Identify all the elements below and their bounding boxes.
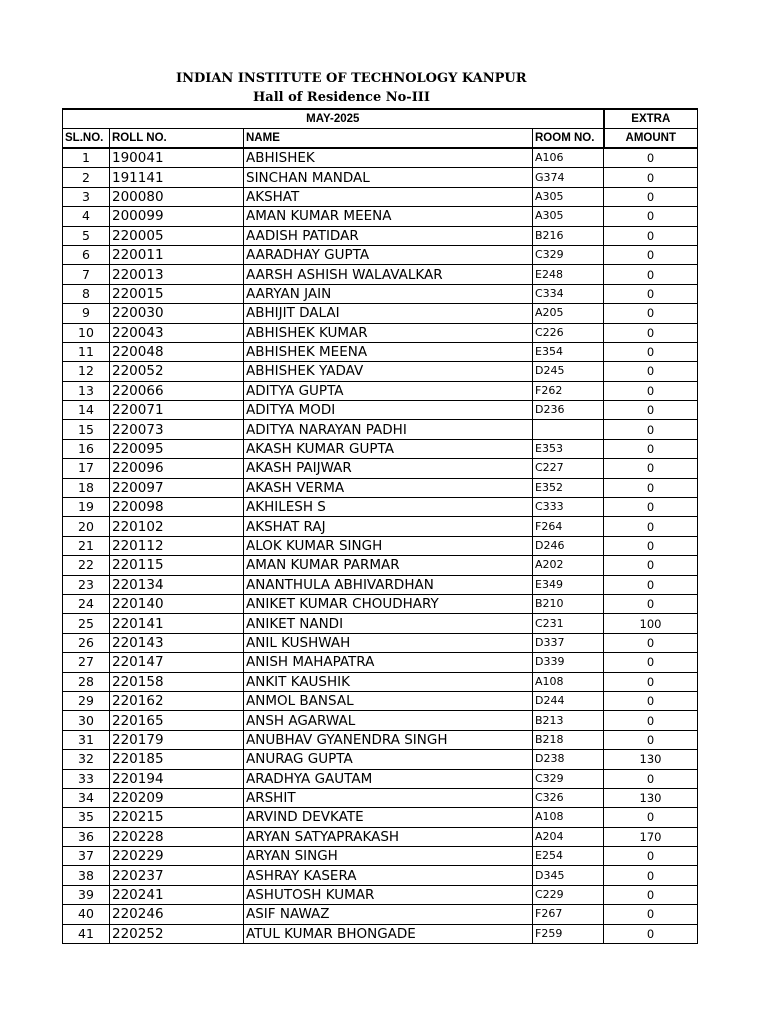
hall-name: Hall of Residence No-III bbox=[253, 90, 430, 105]
amount-cell: 0 bbox=[604, 226, 698, 245]
sl-no-cell: 36 bbox=[63, 827, 110, 846]
sl-no-cell: 9 bbox=[63, 304, 110, 323]
table-row bbox=[63, 478, 698, 497]
room-no-cell: A108 bbox=[533, 672, 604, 691]
name-cell: ARSHIT bbox=[244, 788, 533, 807]
table-row bbox=[63, 575, 698, 594]
table-row bbox=[63, 517, 698, 536]
name-cell: AKSHAT bbox=[244, 187, 533, 206]
table-row bbox=[63, 827, 698, 846]
sl-no-cell: 1 bbox=[63, 148, 110, 168]
roll-no-cell: 220185 bbox=[110, 750, 244, 769]
roll-no-cell: 220015 bbox=[110, 284, 244, 303]
name-cell: AKASH VERMA bbox=[244, 478, 533, 497]
roll-no-cell: 220011 bbox=[110, 245, 244, 264]
name-cell: ARYAN SINGH bbox=[244, 847, 533, 866]
amount-cell: 100 bbox=[604, 614, 698, 633]
name-cell: ANMOL BANSAL bbox=[244, 691, 533, 710]
amount-cell: 0 bbox=[604, 245, 698, 264]
col-roll-no: ROLL NO. bbox=[110, 129, 244, 149]
name-cell: AKASH KUMAR GUPTA bbox=[244, 439, 533, 458]
table-row bbox=[63, 769, 698, 788]
roll-no-cell: 220071 bbox=[110, 401, 244, 420]
name-cell: ANSH AGARWAL bbox=[244, 711, 533, 730]
roll-no-cell: 200080 bbox=[110, 187, 244, 206]
col-amount: AMOUNT bbox=[604, 129, 698, 149]
amount-cell: 0 bbox=[604, 885, 698, 904]
room-no-cell: C226 bbox=[533, 323, 604, 342]
sl-no-cell: 16 bbox=[63, 439, 110, 458]
amount-cell: 0 bbox=[604, 653, 698, 672]
name-cell: AADISH PATIDAR bbox=[244, 226, 533, 245]
roll-no-cell: 220048 bbox=[110, 342, 244, 361]
table-row bbox=[63, 730, 698, 749]
name-cell: AARSH ASHISH WALAVALKAR bbox=[244, 265, 533, 284]
residents-table bbox=[62, 108, 698, 944]
room-no-cell: C333 bbox=[533, 498, 604, 517]
amount-cell: 130 bbox=[604, 788, 698, 807]
roll-no-cell: 220237 bbox=[110, 866, 244, 885]
roll-no-cell: 220162 bbox=[110, 691, 244, 710]
sl-no-cell: 13 bbox=[63, 381, 110, 400]
amount-cell: 0 bbox=[604, 691, 698, 710]
name-cell: ANANTHULA ABHIVARDHAN bbox=[244, 575, 533, 594]
name-cell: ATUL KUMAR BHONGADE bbox=[244, 924, 533, 943]
room-no-cell: D238 bbox=[533, 750, 604, 769]
roll-no-cell: 220097 bbox=[110, 478, 244, 497]
amount-cell: 0 bbox=[604, 187, 698, 206]
table-row bbox=[63, 381, 698, 400]
room-no-cell: B218 bbox=[533, 730, 604, 749]
amount-cell: 0 bbox=[604, 323, 698, 342]
amount-cell: 0 bbox=[604, 847, 698, 866]
roll-no-cell: 220052 bbox=[110, 362, 244, 381]
amount-cell: 0 bbox=[604, 265, 698, 284]
table-row bbox=[63, 226, 698, 245]
sl-no-cell: 4 bbox=[63, 207, 110, 226]
table-row bbox=[63, 245, 698, 264]
amount-cell: 0 bbox=[604, 284, 698, 303]
room-no-cell: A202 bbox=[533, 556, 604, 575]
roll-no-cell: 220229 bbox=[110, 847, 244, 866]
col-name: NAME bbox=[244, 129, 533, 149]
table-row bbox=[63, 866, 698, 885]
room-no-cell: G374 bbox=[533, 168, 604, 187]
name-cell: ANUBHAV GYANENDRA SINGH bbox=[244, 730, 533, 749]
sl-no-cell: 20 bbox=[63, 517, 110, 536]
table-row bbox=[63, 362, 698, 381]
sl-no-cell: 39 bbox=[63, 885, 110, 904]
name-cell: AKASH PAIJWAR bbox=[244, 459, 533, 478]
table-row bbox=[63, 556, 698, 575]
room-no-cell: F264 bbox=[533, 517, 604, 536]
room-no-cell: D339 bbox=[533, 653, 604, 672]
roll-no-cell: 220228 bbox=[110, 827, 244, 846]
roll-no-cell: 220112 bbox=[110, 536, 244, 555]
sl-no-cell: 11 bbox=[63, 342, 110, 361]
amount-cell: 0 bbox=[604, 517, 698, 536]
sl-no-cell: 37 bbox=[63, 847, 110, 866]
name-cell: ANURAG GUPTA bbox=[244, 750, 533, 769]
roll-no-cell: 220252 bbox=[110, 924, 244, 943]
roll-no-cell: 220066 bbox=[110, 381, 244, 400]
table-row bbox=[63, 342, 698, 361]
room-no-cell: C231 bbox=[533, 614, 604, 633]
roll-no-cell: 191141 bbox=[110, 168, 244, 187]
name-cell: ANIL KUSHWAH bbox=[244, 633, 533, 652]
sl-no-cell: 6 bbox=[63, 245, 110, 264]
amount-cell: 0 bbox=[604, 905, 698, 924]
table-row bbox=[63, 672, 698, 691]
roll-no-cell: 220179 bbox=[110, 730, 244, 749]
room-no-cell: A305 bbox=[533, 187, 604, 206]
table-row bbox=[63, 847, 698, 866]
sl-no-cell: 35 bbox=[63, 808, 110, 827]
sl-no-cell: 14 bbox=[63, 401, 110, 420]
room-no-cell: F259 bbox=[533, 924, 604, 943]
amount-cell: 0 bbox=[604, 556, 698, 575]
room-no-cell: B210 bbox=[533, 594, 604, 613]
amount-cell: 0 bbox=[604, 711, 698, 730]
room-no-cell: B213 bbox=[533, 711, 604, 730]
roll-no-cell: 220043 bbox=[110, 323, 244, 342]
sl-no-cell: 5 bbox=[63, 226, 110, 245]
name-cell: ARYAN SATYAPRAKASH bbox=[244, 827, 533, 846]
sl-no-cell: 34 bbox=[63, 788, 110, 807]
amount-cell: 0 bbox=[604, 439, 698, 458]
month-header-row bbox=[63, 109, 698, 129]
amount-cell: 0 bbox=[604, 381, 698, 400]
room-no-cell: C326 bbox=[533, 788, 604, 807]
room-no-cell: F267 bbox=[533, 905, 604, 924]
room-no-cell: C229 bbox=[533, 885, 604, 904]
room-no-cell: D236 bbox=[533, 401, 604, 420]
table-row bbox=[63, 788, 698, 807]
table-row bbox=[63, 808, 698, 827]
room-no-cell: A204 bbox=[533, 827, 604, 846]
room-no-cell: D337 bbox=[533, 633, 604, 652]
room-no-cell: A106 bbox=[533, 148, 604, 168]
room-no-cell: E254 bbox=[533, 847, 604, 866]
room-no-cell: D246 bbox=[533, 536, 604, 555]
sl-no-cell: 10 bbox=[63, 323, 110, 342]
roll-no-cell: 220215 bbox=[110, 808, 244, 827]
roll-no-cell: 200099 bbox=[110, 207, 244, 226]
roll-no-cell: 220095 bbox=[110, 439, 244, 458]
room-no-cell: C227 bbox=[533, 459, 604, 478]
roll-no-cell: 220143 bbox=[110, 633, 244, 652]
table-row bbox=[63, 885, 698, 904]
name-cell: ASIF NAWAZ bbox=[244, 905, 533, 924]
sl-no-cell: 24 bbox=[63, 594, 110, 613]
sl-no-cell: 2 bbox=[63, 168, 110, 187]
table-row bbox=[63, 905, 698, 924]
name-cell: ARADHYA GAUTAM bbox=[244, 769, 533, 788]
name-cell: ADITYA MODI bbox=[244, 401, 533, 420]
name-cell: ANIKET NANDI bbox=[244, 614, 533, 633]
amount-cell: 0 bbox=[604, 769, 698, 788]
table-row bbox=[63, 187, 698, 206]
sl-no-cell: 19 bbox=[63, 498, 110, 517]
room-no-cell: C329 bbox=[533, 245, 604, 264]
room-no-cell bbox=[533, 420, 604, 439]
amount-cell: 0 bbox=[604, 808, 698, 827]
name-cell: AMAN KUMAR PARMAR bbox=[244, 556, 533, 575]
col-room-no: ROOM NO. bbox=[533, 129, 604, 149]
room-no-cell: E349 bbox=[533, 575, 604, 594]
sl-no-cell: 17 bbox=[63, 459, 110, 478]
room-no-cell: E353 bbox=[533, 439, 604, 458]
amount-cell: 0 bbox=[604, 730, 698, 749]
name-cell: AARADHAY GUPTA bbox=[244, 245, 533, 264]
sl-no-cell: 15 bbox=[63, 420, 110, 439]
table-row bbox=[63, 168, 698, 187]
sl-no-cell: 27 bbox=[63, 653, 110, 672]
sl-no-cell: 32 bbox=[63, 750, 110, 769]
room-no-cell: E248 bbox=[533, 265, 604, 284]
extra-label: EXTRA bbox=[604, 109, 698, 129]
sl-no-cell: 26 bbox=[63, 633, 110, 652]
sl-no-cell: 12 bbox=[63, 362, 110, 381]
room-no-cell: A305 bbox=[533, 207, 604, 226]
name-cell: ABHIJIT DALAI bbox=[244, 304, 533, 323]
table-row bbox=[63, 439, 698, 458]
roll-no-cell: 220005 bbox=[110, 226, 244, 245]
sl-no-cell: 38 bbox=[63, 866, 110, 885]
table-row bbox=[63, 594, 698, 613]
room-no-cell: C329 bbox=[533, 769, 604, 788]
roll-no-cell: 220246 bbox=[110, 905, 244, 924]
room-no-cell: E352 bbox=[533, 478, 604, 497]
amount-cell: 0 bbox=[604, 633, 698, 652]
roll-no-cell: 220194 bbox=[110, 769, 244, 788]
name-cell: ADITYA GUPTA bbox=[244, 381, 533, 400]
table-row bbox=[63, 750, 698, 769]
name-cell: AKHILESH S bbox=[244, 498, 533, 517]
name-cell: ABHISHEK YADAV bbox=[244, 362, 533, 381]
roll-no-cell: 220013 bbox=[110, 265, 244, 284]
month-label: MAY-2025 bbox=[63, 109, 604, 129]
roll-no-cell: 220073 bbox=[110, 420, 244, 439]
col-sl-no: SL.NO. bbox=[63, 129, 110, 149]
name-cell: ASHRAY KASERA bbox=[244, 866, 533, 885]
table-row bbox=[63, 691, 698, 710]
amount-cell: 0 bbox=[604, 304, 698, 323]
sl-no-cell: 18 bbox=[63, 478, 110, 497]
table-row bbox=[63, 653, 698, 672]
name-cell: AARYAN JAIN bbox=[244, 284, 533, 303]
sl-no-cell: 28 bbox=[63, 672, 110, 691]
table-row bbox=[63, 148, 698, 168]
table-row bbox=[63, 265, 698, 284]
amount-cell: 0 bbox=[604, 207, 698, 226]
amount-cell: 0 bbox=[604, 401, 698, 420]
sl-no-cell: 29 bbox=[63, 691, 110, 710]
roll-no-cell: 220098 bbox=[110, 498, 244, 517]
name-cell: AMAN KUMAR MEENA bbox=[244, 207, 533, 226]
roll-no-cell: 220141 bbox=[110, 614, 244, 633]
room-no-cell: F262 bbox=[533, 381, 604, 400]
sl-no-cell: 22 bbox=[63, 556, 110, 575]
sl-no-cell: 31 bbox=[63, 730, 110, 749]
roll-no-cell: 190041 bbox=[110, 148, 244, 168]
amount-cell: 0 bbox=[604, 168, 698, 187]
name-cell: ANKIT KAUSHIK bbox=[244, 672, 533, 691]
roll-no-cell: 220209 bbox=[110, 788, 244, 807]
table-row bbox=[63, 614, 698, 633]
amount-cell: 0 bbox=[604, 478, 698, 497]
amount-cell: 0 bbox=[604, 362, 698, 381]
amount-cell: 130 bbox=[604, 750, 698, 769]
sl-no-cell: 21 bbox=[63, 536, 110, 555]
table-row bbox=[63, 924, 698, 943]
table-row bbox=[63, 633, 698, 652]
name-cell: ADITYA NARAYAN PADHI bbox=[244, 420, 533, 439]
roll-no-cell: 220102 bbox=[110, 517, 244, 536]
amount-cell: 0 bbox=[604, 672, 698, 691]
table-row bbox=[63, 459, 698, 478]
name-cell: AKSHAT RAJ bbox=[244, 517, 533, 536]
sl-no-cell: 3 bbox=[63, 187, 110, 206]
sl-no-cell: 23 bbox=[63, 575, 110, 594]
room-no-cell: A108 bbox=[533, 808, 604, 827]
table-row bbox=[63, 304, 698, 323]
name-cell: ABHISHEK KUMAR bbox=[244, 323, 533, 342]
sl-no-cell: 30 bbox=[63, 711, 110, 730]
roll-no-cell: 220158 bbox=[110, 672, 244, 691]
name-cell: ABHISHEK bbox=[244, 148, 533, 168]
amount-cell: 170 bbox=[604, 827, 698, 846]
table-row bbox=[63, 284, 698, 303]
room-no-cell: C334 bbox=[533, 284, 604, 303]
table-row bbox=[63, 711, 698, 730]
roll-no-cell: 220165 bbox=[110, 711, 244, 730]
name-cell: SINCHAN MANDAL bbox=[244, 168, 533, 187]
column-header-row bbox=[63, 129, 698, 149]
table-row bbox=[63, 323, 698, 342]
room-no-cell: A205 bbox=[533, 304, 604, 323]
amount-cell: 0 bbox=[604, 148, 698, 168]
room-no-cell: E354 bbox=[533, 342, 604, 361]
name-cell: ALOK KUMAR SINGH bbox=[244, 536, 533, 555]
roll-no-cell: 220030 bbox=[110, 304, 244, 323]
room-no-cell: D244 bbox=[533, 691, 604, 710]
sl-no-cell: 33 bbox=[63, 769, 110, 788]
sl-no-cell: 40 bbox=[63, 905, 110, 924]
sl-no-cell: 25 bbox=[63, 614, 110, 633]
amount-cell: 0 bbox=[604, 594, 698, 613]
name-cell: ARVIND DEVKATE bbox=[244, 808, 533, 827]
amount-cell: 0 bbox=[604, 866, 698, 885]
institute-name: INDIAN INSTITUTE OF TECHNOLOGY KANPUR bbox=[176, 71, 527, 86]
room-no-cell: D345 bbox=[533, 866, 604, 885]
roll-no-cell: 220115 bbox=[110, 556, 244, 575]
amount-cell: 0 bbox=[604, 924, 698, 943]
amount-cell: 0 bbox=[604, 342, 698, 361]
room-no-cell: B216 bbox=[533, 226, 604, 245]
roll-no-cell: 220134 bbox=[110, 575, 244, 594]
room-no-cell: D245 bbox=[533, 362, 604, 381]
amount-cell: 0 bbox=[604, 420, 698, 439]
table-row bbox=[63, 207, 698, 226]
roll-no-cell: 220147 bbox=[110, 653, 244, 672]
name-cell: ASHUTOSH KUMAR bbox=[244, 885, 533, 904]
table-row bbox=[63, 498, 698, 517]
roll-no-cell: 220096 bbox=[110, 459, 244, 478]
amount-cell: 0 bbox=[604, 498, 698, 517]
name-cell: ANIKET KUMAR CHOUDHARY bbox=[244, 594, 533, 613]
sl-no-cell: 41 bbox=[63, 924, 110, 943]
sl-no-cell: 7 bbox=[63, 265, 110, 284]
table-row bbox=[63, 536, 698, 555]
roll-no-cell: 220241 bbox=[110, 885, 244, 904]
table-row bbox=[63, 420, 698, 439]
roll-no-cell: 220140 bbox=[110, 594, 244, 613]
sl-no-cell: 8 bbox=[63, 284, 110, 303]
amount-cell: 0 bbox=[604, 536, 698, 555]
table-row bbox=[63, 401, 698, 420]
amount-cell: 0 bbox=[604, 459, 698, 478]
amount-cell: 0 bbox=[604, 575, 698, 594]
name-cell: ANISH MAHAPATRA bbox=[244, 653, 533, 672]
name-cell: ABHISHEK MEENA bbox=[244, 342, 533, 361]
